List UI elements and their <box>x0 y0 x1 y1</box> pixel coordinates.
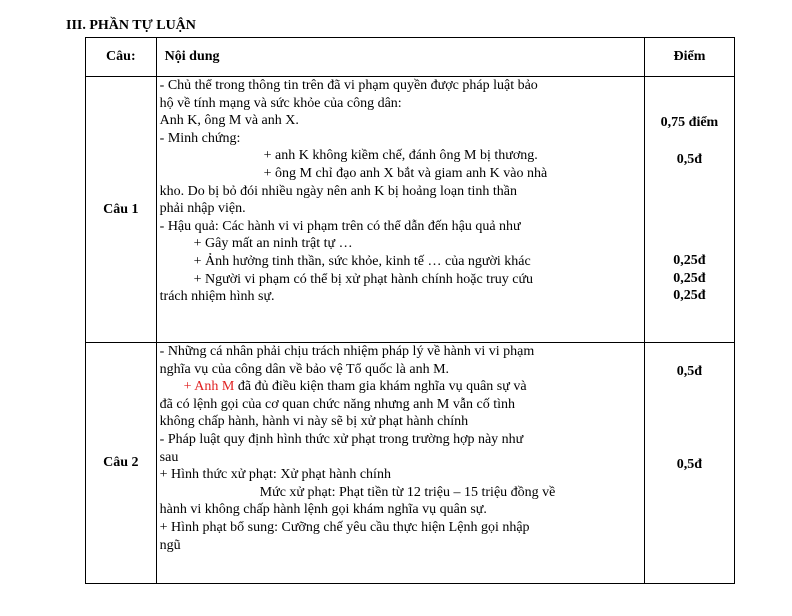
q2-line: không chấp hành, hành vi này sẽ bị xử phạt hành chính <box>159 414 469 430</box>
q2-scores <box>644 343 734 584</box>
q2-label: Câu 2 <box>86 343 157 584</box>
score: 0,75 điểm <box>660 115 719 130</box>
header-question: Câu: <box>86 38 157 77</box>
highlighted-subject: + Anh M <box>183 379 235 395</box>
q2-line: - Những cá nhân phải chịu trách nhiệm pháp lý về hành vi vi phạm <box>159 344 535 359</box>
q2-content <box>156 343 644 584</box>
q1-line: + Ảnh hưởng tinh thần, sức khỏe, kinh tế … của người khác <box>193 253 531 269</box>
q2-line: nghĩa vụ của công dân về bảo vệ Tổ quốc là anh M. <box>159 361 450 377</box>
q1-line: Anh K, ông M và anh X. <box>159 113 299 129</box>
q1-line: kho. Do bị bỏ đói nhiều ngày nên anh K bị hoảng loạn tinh thần <box>159 183 517 199</box>
q2-line: - Pháp luật quy định hình thức xử phạt trong trường hợp này như <box>159 431 524 447</box>
score: 0,25đ <box>673 288 706 304</box>
q2-line: Mức xử phạt: Phạt tiền từ 12 triệu – 15 triệu đồng về <box>259 484 556 500</box>
q1-line: + Gây mất an ninh trật tự … <box>193 236 353 252</box>
q2-line: đã có lệnh gọi của cơ quan chức năng nhưng anh M vẫn cố tình <box>159 396 516 412</box>
q1-line: - Minh chứng: <box>159 130 241 146</box>
section-title: III. PHẦN TỰ LUẬN <box>66 18 196 33</box>
table-row-q1 <box>86 77 735 343</box>
q2-line: sau <box>159 449 179 465</box>
header-content: Nội dung <box>156 38 644 77</box>
score: 0,5đ <box>676 456 703 472</box>
score: 0,25đ <box>673 253 706 269</box>
q1-line: + Người vi phạm có thể bị xử phạt hành chính hoặc truy cứu <box>193 271 534 287</box>
table-header-row <box>86 38 735 77</box>
q1-line: hộ về tính mạng và sức khỏe của công dân: <box>159 95 402 111</box>
q1-line: phải nhập viện. <box>159 201 246 217</box>
answer-table <box>85 37 735 584</box>
q1-scores <box>644 77 734 343</box>
q2-line: + Hình thức xử phạt: Xử phạt hành chính <box>159 467 391 483</box>
q2-line: ngũ <box>159 537 181 553</box>
score: 0,5đ <box>676 151 703 167</box>
q1-line: + anh K không kiềm chế, đánh ông M bị thương. <box>263 148 538 164</box>
header-score: Điểm <box>644 38 734 77</box>
q1-line: + ông M chỉ đạo anh X bắt và giam anh K vào nhà <box>263 165 548 181</box>
q2-line <box>160 378 642 396</box>
q2-line: hành vi không chấp hành lệnh gọi khám nghĩa vụ quân sự. <box>159 502 487 518</box>
score: 0,5đ <box>676 364 703 379</box>
table-row-q2 <box>86 343 735 584</box>
q1-line: - Hậu quả: Các hành vi vi phạm trên có thể dẫn đến hậu quả như <box>159 218 521 234</box>
q1-line: trách nhiệm hình sự. <box>159 289 275 305</box>
q1-line: - Chủ thể trong thông tin trên đã vi phạm quyền được pháp luật bảo <box>159 78 538 93</box>
q2-line: + Hình phạt bổ sung: Cưỡng chế yêu cầu thực hiện Lệnh gọi nhập <box>159 519 530 535</box>
q1-content <box>156 77 644 343</box>
q1-label: Câu 1 <box>86 77 157 343</box>
score: 0,25đ <box>673 270 706 286</box>
q2-line-rest: đã đủ điều kiện tham gia khám nghĩa vụ quân sự và <box>237 379 527 395</box>
